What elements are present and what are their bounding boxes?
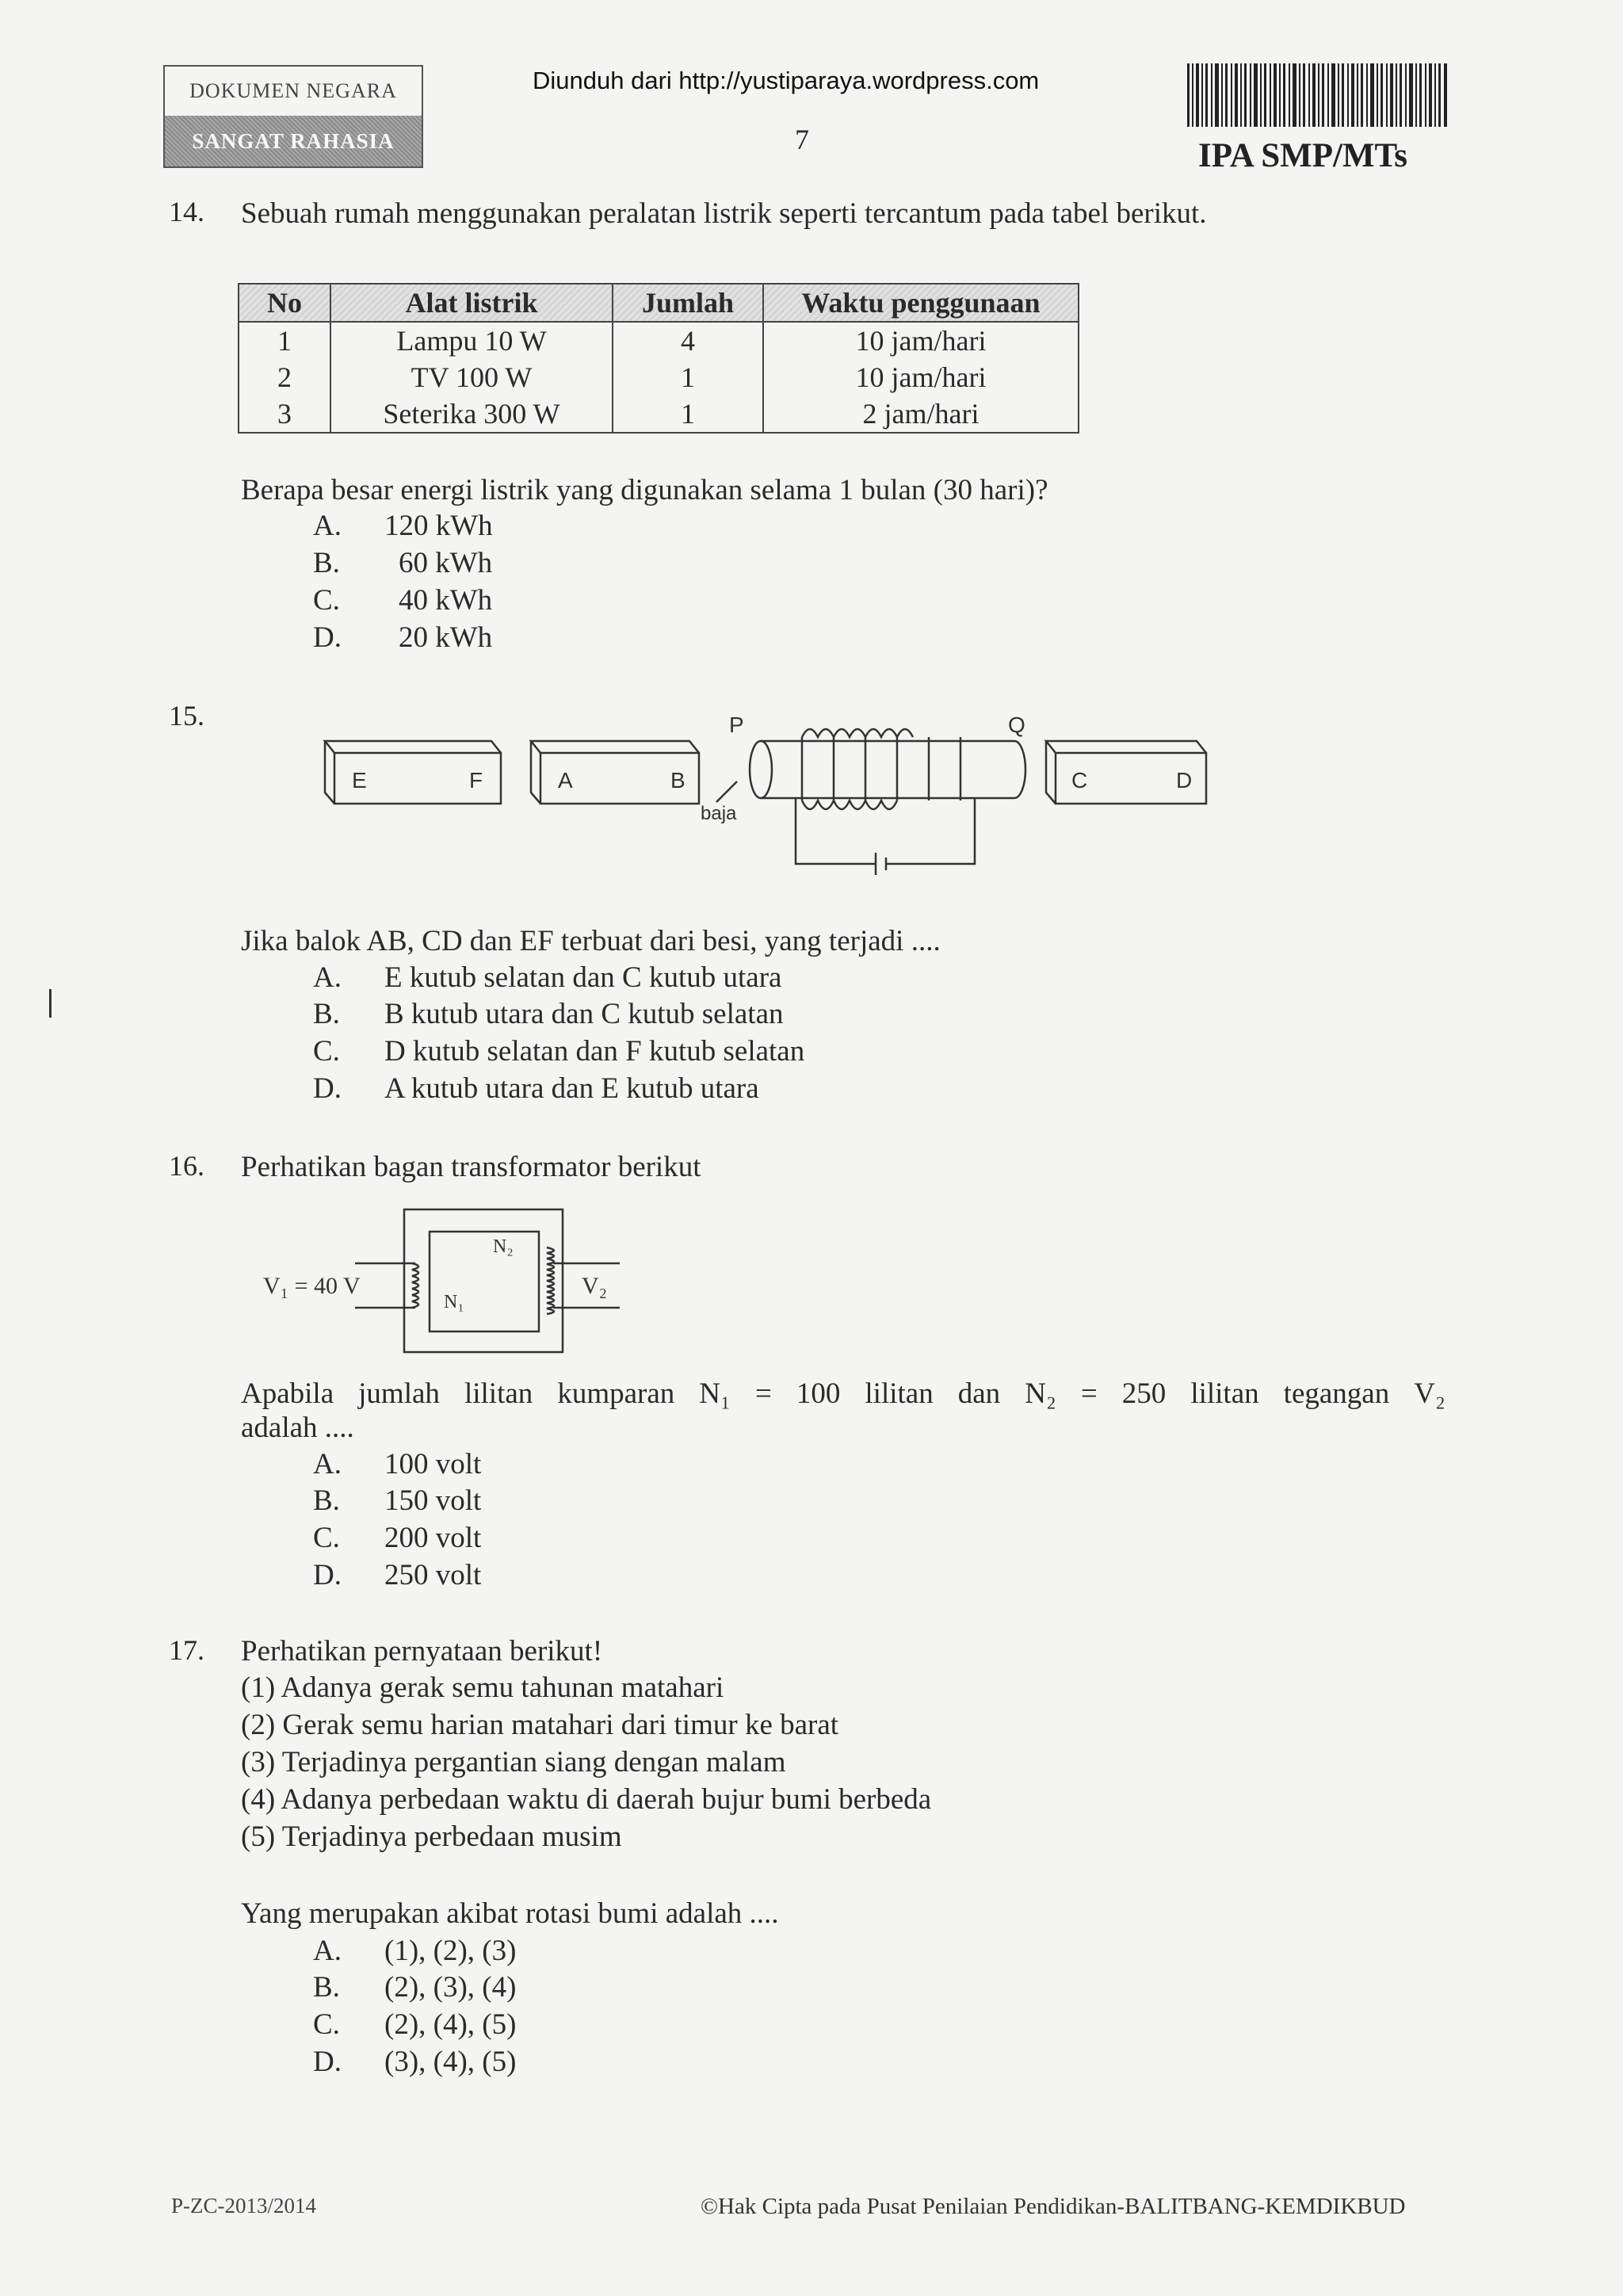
question-word: lilitan xyxy=(865,1377,934,1410)
option-text: 20 kWh xyxy=(399,621,493,654)
battery-icon xyxy=(876,853,886,875)
option-text: 60 kWh xyxy=(399,547,493,579)
question-word: kumparan xyxy=(557,1377,675,1410)
option-letter: D. xyxy=(313,1559,342,1591)
q14-number: 14. xyxy=(169,196,204,227)
q17-statement: (3) Terjadinya pergantian siang dengan malam xyxy=(241,1746,786,1778)
core-left-end xyxy=(750,741,772,798)
option-text: A kutub utara dan E kutub utara xyxy=(384,1072,759,1105)
option-letter: D. xyxy=(313,1072,342,1105)
table-cell: 2 jam/hari xyxy=(763,395,1079,433)
option-letter: A. xyxy=(313,1448,342,1480)
q17-statement: (2) Gerak semu harian matahari dari timur ke barat xyxy=(241,1709,839,1741)
option-text: 40 kWh xyxy=(399,584,493,617)
q15-number: 15. xyxy=(169,700,204,732)
n2-label: N₂ xyxy=(493,1236,514,1257)
option-letter: B. xyxy=(313,1484,340,1517)
core-right-end xyxy=(1014,741,1025,798)
question-word: V₂ xyxy=(1414,1377,1445,1410)
q14-question: Berapa besar energi listrik yang digunakan selama 1 bulan (30 hari)? xyxy=(241,474,1048,506)
q15-option-c[interactable] xyxy=(313,1034,804,1068)
table-header: Jumlah xyxy=(613,284,763,322)
option-text: 250 volt xyxy=(384,1559,482,1591)
q16-stem: Perhatikan bagan transformator berikut xyxy=(241,1151,701,1183)
table-header-row xyxy=(239,284,1079,322)
question-word: = xyxy=(1080,1377,1098,1410)
option-text: 200 volt xyxy=(384,1522,482,1554)
margin-mark xyxy=(49,989,52,1018)
option-letter: C. xyxy=(313,1035,340,1068)
table-cell: 2 xyxy=(239,359,330,395)
coil-label-p: P xyxy=(729,712,744,737)
table-row xyxy=(239,322,1079,359)
q16-option-c[interactable] xyxy=(313,1521,481,1555)
doc-label: DOKUMEN NEGARA xyxy=(189,79,397,102)
q16-question-line1 xyxy=(241,1377,1445,1411)
table-cell: 10 jam/hari xyxy=(763,322,1079,359)
q17-statement: (4) Adanya perbedaan waktu di daerah bujur bumi berbeda xyxy=(241,1783,932,1816)
q15-question: Jika balok AB, CD dan EF terbuat dari besi, yang terjadi .... xyxy=(241,925,941,957)
bar-ab-label-a: A xyxy=(558,768,573,793)
subject-label: IPA SMP/MTs xyxy=(1198,137,1408,174)
table-cell: Seterika 300 W xyxy=(330,395,613,433)
bar-ab-label-b: B xyxy=(670,768,685,793)
core-inner xyxy=(430,1232,539,1331)
q17-statement: (1) Adanya gerak semu tahunan matahari xyxy=(241,1671,724,1704)
option-letter: A. xyxy=(313,1935,342,1967)
q16-option-d[interactable] xyxy=(313,1558,481,1592)
footer-copyright: ©Hak Cipta pada Pusat Penilaian Pendidikan-BALITBANG-KEMDIKBUD xyxy=(701,2194,1406,2219)
table-cell: 1 xyxy=(239,322,330,359)
q16-option-a[interactable] xyxy=(313,1447,481,1481)
q16-option-b[interactable] xyxy=(313,1484,481,1518)
q17-stem: Perhatikan pernyataan berikut! xyxy=(241,1635,603,1668)
table-cell: Lampu 10 W xyxy=(330,322,613,359)
question-word: N₁ xyxy=(699,1377,731,1410)
v2-label: V₂ xyxy=(582,1273,608,1299)
q14-stem: Sebuah rumah menggunakan peralatan listrik seperti tercantum pada tabel berikut. xyxy=(241,197,1207,230)
q15-magnet-diagram xyxy=(317,705,1220,888)
table-cell: TV 100 W xyxy=(330,359,613,395)
table-row xyxy=(239,359,1079,395)
option-text: 120 kWh xyxy=(384,510,493,542)
document-classification-box xyxy=(163,65,423,168)
option-text: D kutub selatan dan F kutub selatan xyxy=(384,1035,805,1068)
coil-top xyxy=(802,729,913,737)
q17-question: Yang merupakan akibat rotasi bumi adalah .... xyxy=(241,1897,779,1930)
question-word: = xyxy=(754,1377,772,1410)
q17-option-b[interactable] xyxy=(313,1970,516,2004)
question-word: lilitan xyxy=(464,1377,533,1410)
table-cell: 3 xyxy=(239,395,330,433)
v1-label: V₁ = 40 V xyxy=(263,1273,361,1299)
q17-number: 17. xyxy=(169,1634,204,1666)
option-text: (2), (4), (5) xyxy=(384,2008,517,2041)
q14-option-c[interactable] xyxy=(313,583,492,617)
bar-ef-label-e: E xyxy=(352,768,367,793)
q17-option-d[interactable] xyxy=(313,2045,516,2079)
option-text: (2), (3), (4) xyxy=(384,1971,517,2004)
n1-label: N₁ xyxy=(444,1292,464,1312)
bar-ef-label-f: F xyxy=(469,768,483,793)
question-word: Apabila xyxy=(241,1377,334,1410)
q16-transformer-diagram xyxy=(254,1200,634,1358)
q15-option-b[interactable] xyxy=(313,997,784,1031)
question-word: 250 xyxy=(1121,1377,1167,1410)
question-word: tegangan xyxy=(1283,1377,1390,1410)
q14-option-b[interactable] xyxy=(313,546,492,580)
primary-coil-icon xyxy=(412,1263,418,1308)
option-letter: D. xyxy=(313,2046,342,2078)
secret-label: SANGAT RAHASIA xyxy=(165,116,422,166)
bar-cd-label-d: D xyxy=(1176,768,1193,793)
option-letter: A. xyxy=(313,961,342,994)
footer-code: P-ZC-2013/2014 xyxy=(171,2194,317,2218)
coil-bottom xyxy=(802,800,897,809)
q14-appliance-table xyxy=(238,283,1079,434)
option-text: 100 volt xyxy=(384,1448,482,1480)
table-cell: 1 xyxy=(613,359,763,395)
question-word: dan xyxy=(957,1377,1001,1410)
q15-option-a[interactable] xyxy=(313,961,781,995)
bar-cd-label-c: C xyxy=(1071,768,1088,793)
q14-option-a[interactable] xyxy=(313,509,493,543)
table-row xyxy=(239,395,1079,433)
core-body xyxy=(761,741,1014,798)
core-label: baja xyxy=(701,803,737,824)
table-header: Alat listrik xyxy=(330,284,613,322)
table-cell: 1 xyxy=(613,395,763,433)
option-letter: A. xyxy=(313,510,342,542)
core-pointer-arrow xyxy=(716,781,737,802)
option-letter: D. xyxy=(313,621,342,654)
option-letter: C. xyxy=(313,584,340,617)
option-text: (1), (2), (3) xyxy=(384,1935,517,1967)
table-header: Waktu penggunaan xyxy=(763,284,1079,322)
coil-label-q: Q xyxy=(1008,712,1025,737)
q17-statement: (5) Terjadinya perbedaan musim xyxy=(241,1820,622,1853)
page-number: 7 xyxy=(795,124,809,155)
question-word: N₂ xyxy=(1025,1377,1056,1410)
table-cell: 10 jam/hari xyxy=(763,359,1079,395)
coil-turns xyxy=(802,737,960,800)
option-letter: C. xyxy=(313,1522,340,1554)
table-header: No xyxy=(239,284,330,322)
option-text: B kutub utara dan C kutub selatan xyxy=(384,998,784,1030)
option-text: E kutub selatan dan C kutub utara xyxy=(384,961,782,994)
question-word: lilitan xyxy=(1190,1377,1259,1410)
question-word: jumlah xyxy=(358,1377,440,1410)
question-word: 100 xyxy=(796,1377,841,1410)
barcode-icon xyxy=(1187,63,1449,127)
q16-number: 16. xyxy=(169,1150,204,1182)
option-letter: B. xyxy=(313,547,340,579)
option-text: (3), (4), (5) xyxy=(384,2046,517,2078)
q16-question-line2: adalah .... xyxy=(241,1412,354,1444)
q15-option-d[interactable] xyxy=(313,1072,759,1106)
table-cell: 4 xyxy=(613,322,763,359)
q17-option-c[interactable] xyxy=(313,2008,516,2042)
option-letter: B. xyxy=(313,1971,340,2004)
download-source: Diunduh dari http://yustiparaya.wordpress.com xyxy=(533,67,1040,94)
primary-leads xyxy=(355,1263,415,1308)
option-text: 150 volt xyxy=(384,1484,482,1517)
secondary-coil-icon xyxy=(547,1247,554,1314)
q14-option-d[interactable] xyxy=(313,621,492,655)
option-letter: B. xyxy=(313,998,340,1030)
option-letter: C. xyxy=(313,2008,340,2041)
q17-option-a[interactable] xyxy=(313,1934,516,1968)
